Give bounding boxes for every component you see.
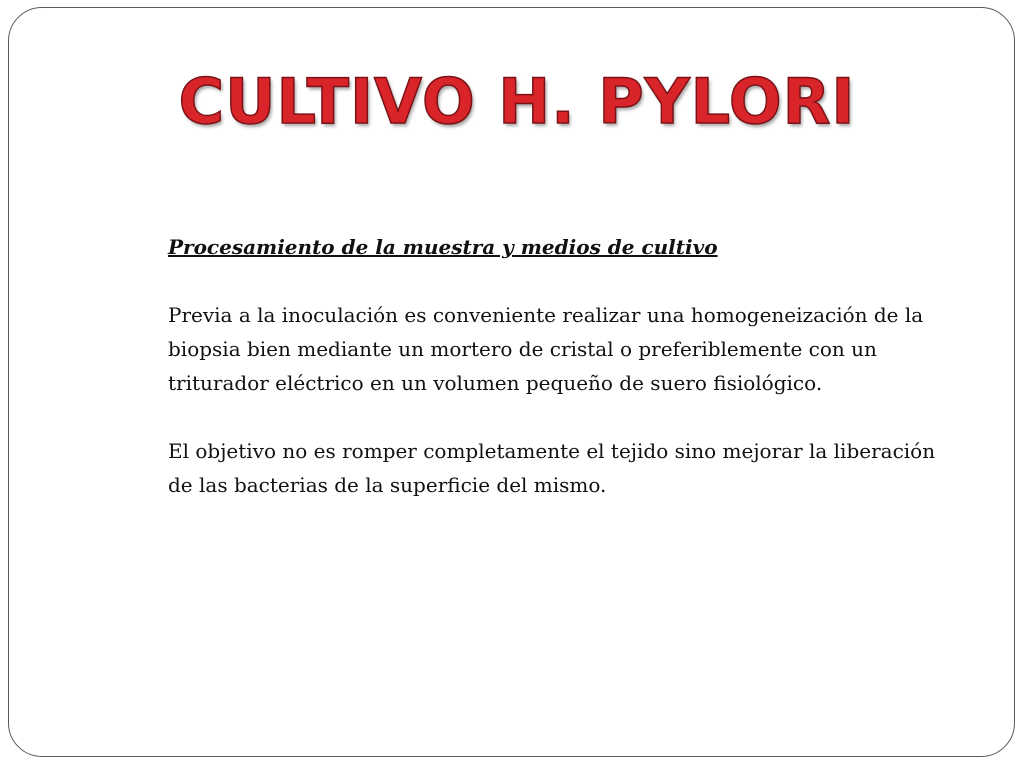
- slide-body: [168, 230, 938, 502]
- slide-title: CULTIVO H. PYLORI: [178, 65, 856, 138]
- paragraph-homogenization: Previa a la inoculación es conveniente realizar una homogeneización de la biopsia bien mediante un mortero de cristal o preferiblemente con un triturador eléctrico en un volumen pequeño de suero fisiológico.: [168, 303, 924, 395]
- spacer: [168, 264, 938, 298]
- spacer: [168, 400, 938, 434]
- section-subheading: Procesamiento de la muestra y medios de cultivo: [168, 235, 718, 259]
- paragraph-objective: El objetivo no es romper completamente el tejido sino mejorar la liberación de las bacterias de la superficie del mismo.: [168, 439, 936, 497]
